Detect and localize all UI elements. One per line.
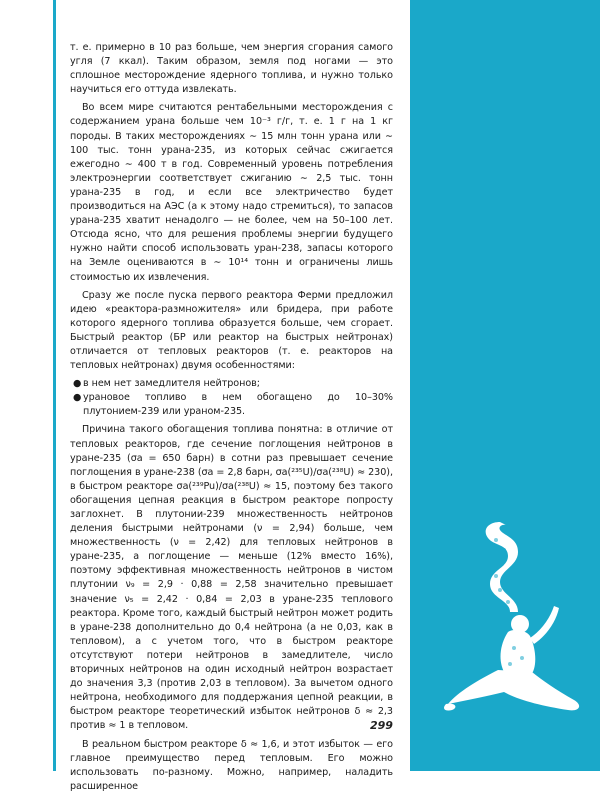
paragraph-4: Причина такого обогащения топлива понятна: в отличие от тепловых реакторов, где сечение поглощения нейтронов в уране-235 (σa = 650 барн) в сотни раз превышает сечение поглощения в уране-238 (σa = 2,8 барн, σa(²³⁵U)/σa(²³⁸U) ≈ 230), в быстром реакторе σa(²³⁹Pu)/σa(²³⁸U) ≈ 15, поэтому без такого обогащения цепная реакция в быстром реакторе попросту заглохнет. В плутонии-239 множественность нейтронов деления быстрыми нейтронами (ν = 2,94) больше, чем множественность (ν = 2,42) для тепловых нейтронов в уране-235, а поглощение — меньше (12% вместо 16%), поэтому эффективная множественность нейтронов в чистом плутонии ν₉ = 2,9 · 0,88 = 2,58 значительно превышает значение ν₅ = 2,42 · 0,84 = 2,03 в уране-235 теплового реактора. Кроме того, каждый быстрый нейтрон может родить в уране-238 дополнительно до 0,4 нейтрона (а не 0,03, как в тепловом), а с учетом того, что в быстром реакторе отсутствуют потери нейтронов в замедлителе, число вторичных нейтронов на один исходный нейтрон возрастает до значения 3,3 (против 2,03 в тепловом). За вычетом одного нейтрона, необходимого для поддержания цепной реакции, в быстром реакторе теоретический избыток нейтронов δ ≈ 2,3 против ≈ 1 в тепловом. (70, 424, 393, 732)
body-text (70, 41, 393, 798)
list-item-text: в нем нет замедлителя нейтронов; (83, 378, 260, 390)
list-item-text: урановое топливо в нем обогащено до 10–30% плутонием-239 или ураном-235. (83, 392, 393, 418)
paragraph-5: В реальном быстром реакторе δ ≈ 1,6, и этот избыток — его главное преимущество перед тепловым. Его можно использовать по-разному. Можно, например, наладить расширенное (70, 738, 393, 792)
list-item (70, 391, 393, 419)
page-number: 299 (370, 719, 393, 732)
bullet-icon: ● (73, 378, 82, 390)
bullet-icon: ● (73, 392, 82, 404)
paragraph-1: т. е. примерно в 10 раз больше, чем энергия сгорания самого угля (7 ккал). Таким образом, земля под ногами — это сплошное месторождение ядерного топлива, и нужно только научиться его оттуда извлекать. (70, 42, 393, 96)
paragraph-3: Сразу же после пуска первого реактора Ферми предложил идею «реактора-размножителя» или бридера, при работе которого ядерного топлива образуется больше, чем сгорает. Быстрый реактор (БР или реактор на быстрых нейтронах) отличается от тепловых реакторов (т. е. реакторов на тепловых нейтронах) двумя особенностями: (70, 289, 393, 372)
feature-list (70, 377, 393, 419)
left-margin-rule (53, 0, 56, 771)
paragraph-2: Во всем мире считаются рентабельными месторождения с содержанием урана больше чем 10⁻³ г/г, т. е. 1 г на 1 кг породы. В таких месторождениях ∼ 15 млн тонн урана или ∼ 100 тыс. тонн урана-235, из которых сейчас сжигается ежегодно ∼ 400 т в год. Современный уровень потребления электроэнергии соответствует сжиганию ∼ 2,5 тыс. тонн урана-235 в год, и если все электричество будет производиться на АЭС (а к этому надо стремиться), то запасов урана-235 хватит ненадолго — не более, чем на 50–100 лет. Отсюда ясно, что для решения проблемы энергии будущего нужно найти способ использовать уран-238, запасы которого на Земле оцениваются в ∼ 10¹⁴ тонн и ограничены лишь стоимостью их извлечения. (70, 102, 393, 283)
snake-charmer-figure-illustration (438, 520, 588, 720)
list-item (70, 377, 393, 391)
